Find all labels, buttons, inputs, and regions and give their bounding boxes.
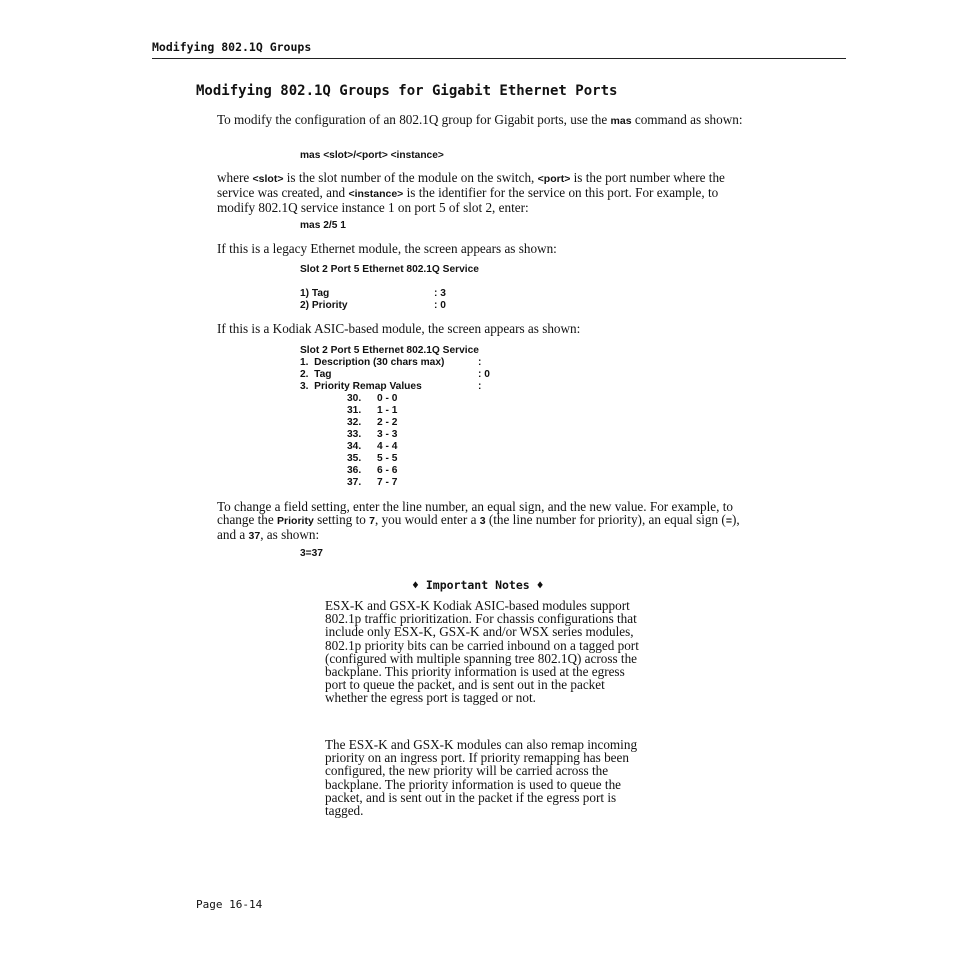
change-text-c: , you would enter a [374,512,480,527]
remap-row [347,477,490,489]
kodiak-screen [300,345,490,489]
param-text-a: where [217,170,253,185]
legacy-row-label: 2) Priority [300,300,348,311]
remap-row [347,441,490,453]
priority-field-name: Priority [277,515,314,527]
legacy-row-value: : 3 [434,288,446,299]
remap-value: 3 - 3 [377,429,398,440]
change-text-a: To change a field setting, enter the line number, an equal sign, and the new value. For example, to change the [217,499,733,527]
command-syntax: mas <slot>/<port> <instance> [300,150,444,161]
legacy-screen-title: Slot 2 Port 5 Ethernet 802.1Q Service [300,264,479,275]
important-notes-title: ♦ Important Notes ♦ [412,578,544,592]
remap-value: 6 - 6 [377,465,398,476]
remap-num: 33. [347,429,362,440]
note-paragraph-2: The ESX-K and GSX-K modules can also remap incoming priority on an ingress port. If priority remapping has been configured, the new priority will be carried across the backplane. The priority information is used to queue the packet, and is sent out in the packet if the egress port is tagged. [325,737,638,819]
intro-text-a: To modify the configuration of an 802.1Q group for Gigabit ports, use the [217,112,611,127]
running-header: Modifying 802.1Q Groups [152,40,312,54]
page-number: Page 16-14 [196,898,263,911]
legacy-paragraph: If this is a legacy Ethernet module, the screen appears as shown: [217,241,557,256]
remap-num: 34. [347,441,362,452]
remap-list [347,393,490,489]
remap-row [347,465,490,477]
kodiak-row [300,381,490,393]
remap-value: 5 - 5 [377,453,398,464]
change-command: 3=37 [300,548,323,559]
remap-num: 30. [347,393,362,404]
intro-paragraph [217,113,757,128]
legacy-row-label: 1) Tag [300,288,330,299]
param-text-c: is the port number where the service was created, and [217,170,725,200]
kodiak-row [300,369,490,381]
change-setting-paragraph [217,500,757,543]
priority-new-value: 7 [369,515,375,527]
remap-num: 37. [347,477,362,488]
combined-entry: 37 [248,530,261,542]
mas-command: mas [610,115,632,127]
legacy-row [300,300,479,312]
kodiak-row-value: : [478,381,482,392]
change-text-f: , as shown: [260,527,320,542]
remap-num: 35. [347,453,362,464]
kodiak-row-label: 3. Priority Remap Values [300,381,422,392]
remap-value: 0 - 0 [377,393,398,404]
intro-text-b: command as shown: [631,112,743,127]
note-paragraph-1: ESX-K and GSX-K Kodiak ASIC-based modules support 802.1p traffic prioritization. For chassis configurations that include only ESX-K, GSX-K and/or WSX series modules, 802.1p priority bits can be carried inbound on a tagged port (configured with multiple spanning tree 802.1Q) across the backplane. This priority information is used at the egress port to queue the packet, and is sent out in the packet whether the egress port is tagged or not. [325,598,639,706]
remap-row [347,405,490,417]
remap-num: 36. [347,465,362,476]
kodiak-paragraph: If this is a Kodiak ASIC-based module, the screen appears as shown: [217,321,581,336]
legacy-row-value: : 0 [434,300,446,311]
section-title: Modifying 802.1Q Groups for Gigabit Ethernet Ports [196,83,618,99]
legacy-screen [300,264,479,312]
kodiak-row-label: 2. Tag [300,369,332,380]
change-text-b: setting to [313,512,370,527]
change-text-d: (the line number for priority), an equal sign ( [485,512,726,527]
example-command: mas 2/5 1 [300,220,346,231]
remap-row [347,453,490,465]
remap-row [347,393,490,405]
remap-value: 4 - 4 [377,441,398,452]
remap-value: 1 - 1 [377,405,398,416]
remap-row [347,417,490,429]
port-param: <port> [537,173,571,185]
remap-num: 32. [347,417,362,428]
priority-line-number: 3 [479,515,486,527]
kodiak-row [300,357,490,369]
remap-num: 31. [347,405,362,416]
kodiak-row-value: : 0 [478,369,490,380]
param-text-d: is the identifier for the service on this port. For example, to modify 802.1Q service instance 1 on port 5 of slot 2, enter: [217,185,719,215]
header-rule [152,58,846,59]
change-text-e: ), and a [217,512,740,542]
remap-row [347,429,490,441]
parameters-paragraph [217,171,757,214]
remap-value: 2 - 2 [377,417,398,428]
remap-value: 7 - 7 [377,477,398,488]
kodiak-screen-title: Slot 2 Port 5 Ethernet 802.1Q Service [300,345,479,356]
equal-sign: = [725,515,732,527]
param-text-b: is the slot number of the module on the switch, [283,170,538,185]
kodiak-row-label: 1. Description (30 chars max) [300,357,445,368]
kodiak-row-value: : [478,357,482,368]
slot-param: <slot> [252,173,284,185]
instance-param: <instance> [348,188,404,200]
legacy-row [300,288,479,300]
